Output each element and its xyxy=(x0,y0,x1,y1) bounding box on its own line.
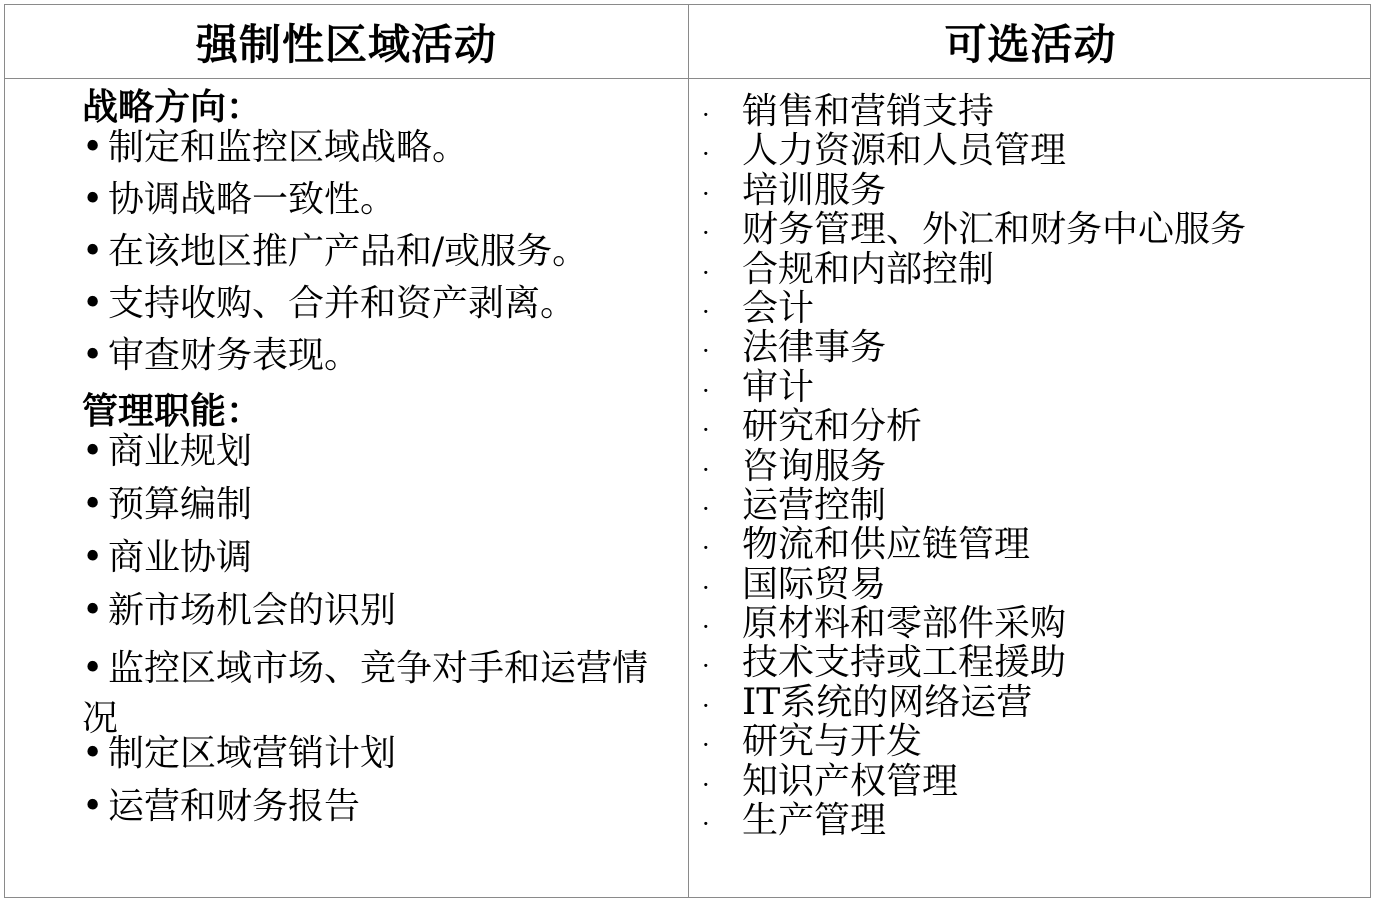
list-item: · 知识产权管理 xyxy=(700,762,1360,801)
bullet-icon: • xyxy=(82,335,104,376)
bullet-icon: • xyxy=(82,733,104,774)
optional-activities-column xyxy=(700,92,1360,840)
list-item: · 销售和营销支持 xyxy=(700,92,1360,131)
bullet-icon: • xyxy=(82,484,104,525)
list-item: • 监控区域市场、竞争对手和运营情况 xyxy=(82,644,672,734)
list-item: • 预算编制 xyxy=(82,485,672,538)
list-item: · 原材料和零部件采购 xyxy=(700,604,1360,643)
bullet-icon: • xyxy=(82,231,104,272)
list-item: • 运营和财务报告 xyxy=(82,787,672,840)
list-item: • 商业协调 xyxy=(82,538,672,591)
list-item: • 制定和监控区域战略。 xyxy=(82,128,672,180)
list-item: • 协调战略一致性。 xyxy=(82,180,672,232)
bullet-icon: · xyxy=(702,297,710,326)
list-item: · 审计 xyxy=(700,368,1360,407)
bullet-icon: · xyxy=(702,573,710,602)
bullet-icon: · xyxy=(702,613,710,642)
bullet-icon: · xyxy=(702,337,710,366)
bullet-icon: • xyxy=(82,786,104,827)
list-item: • 新市场机会的识别 xyxy=(82,591,672,644)
section-title-management-functions: 管理职能： xyxy=(82,390,263,432)
bullet-icon: • xyxy=(82,431,104,472)
list-item: · 培训服务 xyxy=(700,171,1360,210)
bullet-icon: • xyxy=(82,537,104,578)
list-item: · 国际贸易 xyxy=(700,565,1360,604)
bullet-icon: · xyxy=(702,258,710,287)
bullet-icon: · xyxy=(702,810,710,839)
list-item: · 研究与开发 xyxy=(700,722,1360,761)
list-item: · 物流和供应链管理 xyxy=(700,525,1360,564)
mandatory-activities-column xyxy=(82,86,672,840)
column-divider xyxy=(688,5,689,897)
list-item: · 人力资源和人员管理 xyxy=(700,131,1360,170)
bullet-icon: · xyxy=(702,101,710,129)
list-item: · 法律事务 xyxy=(700,328,1360,367)
list-item: • 在该地区推广产品和/或服务。 xyxy=(82,232,672,284)
list-item: · 生产管理 xyxy=(700,801,1360,840)
header-mandatory: 强制性区域活动 xyxy=(195,19,497,69)
bullet-icon: · xyxy=(702,770,710,799)
header-optional: 可选活动 xyxy=(944,19,1117,69)
bullet-icon: · xyxy=(702,376,710,405)
list-item: · 研究和分析 xyxy=(700,407,1360,446)
bullet-icon: • xyxy=(82,283,104,324)
bullet-icon: • xyxy=(82,127,104,168)
bullet-icon: · xyxy=(702,219,710,248)
bullet-icon: • xyxy=(82,648,104,689)
header-divider xyxy=(5,78,1370,79)
bullet-icon: · xyxy=(702,534,710,563)
list-item: · IT系统的网络运营 xyxy=(700,683,1360,722)
list-item: · 技术支持或工程援助 xyxy=(700,643,1360,682)
bullet-icon: · xyxy=(702,691,710,720)
bullet-icon: · xyxy=(702,179,710,208)
list-item: • 审查财务表现。 xyxy=(82,336,672,382)
list-item: • 支持收购、合并和资产剥离。 xyxy=(82,284,672,336)
section-title-strategic-direction: 战略方向： xyxy=(82,86,263,128)
bullet-icon: • xyxy=(82,590,104,631)
list-item: • 商业规划 xyxy=(82,432,672,485)
bullet-icon: · xyxy=(702,494,710,523)
bullet-icon: • xyxy=(82,179,104,220)
list-item: · 运营控制 xyxy=(700,486,1360,525)
list-item: • 制定区域营销计划 xyxy=(82,734,672,787)
bullet-icon: · xyxy=(702,652,710,681)
bullet-icon: · xyxy=(702,140,710,169)
list-item: · 会计 xyxy=(700,289,1360,328)
list-item: · 咨询服务 xyxy=(700,447,1360,486)
list-item: · 合规和内部控制 xyxy=(700,250,1360,289)
list-item: · 财务管理、外汇和财务中心服务 xyxy=(700,210,1360,249)
bullet-icon: · xyxy=(702,731,710,760)
bullet-icon: · xyxy=(702,416,710,445)
bullet-icon: · xyxy=(702,455,710,484)
